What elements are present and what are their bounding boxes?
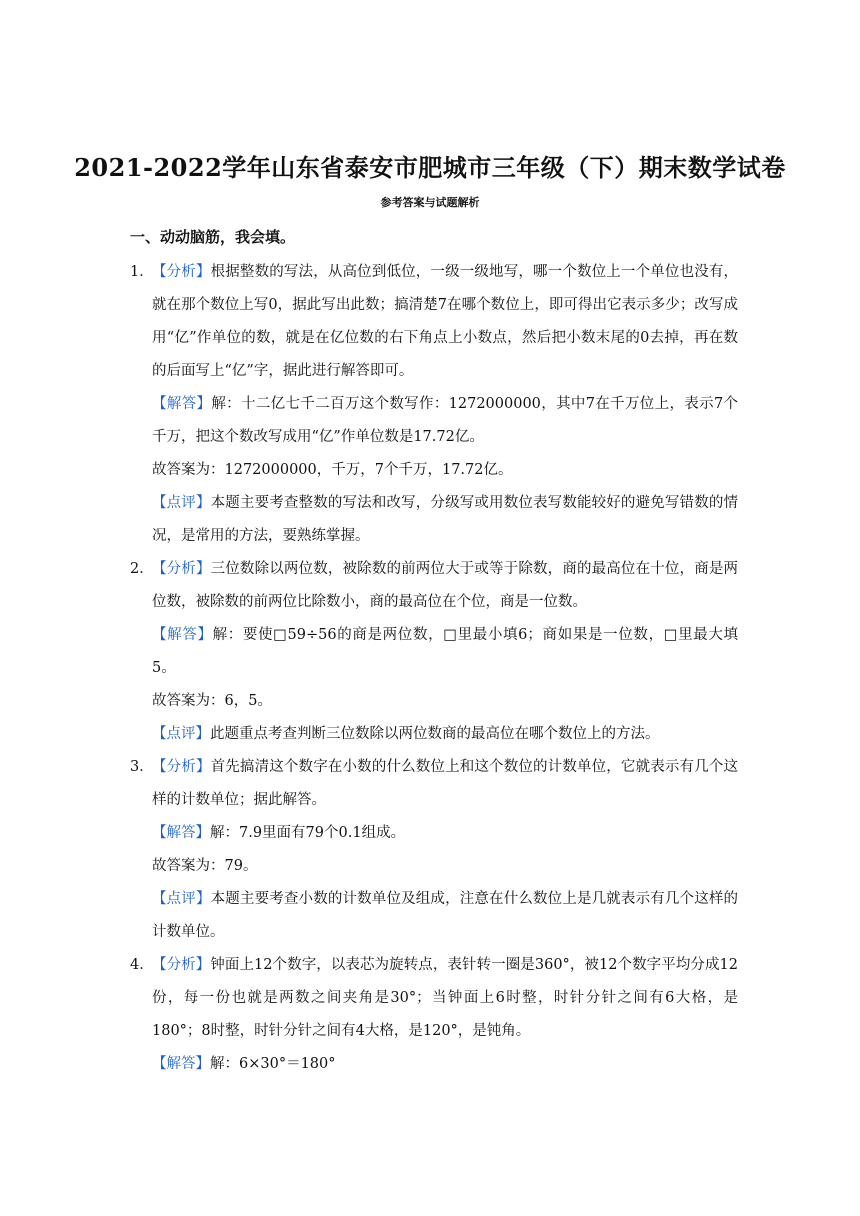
answer-text: 解：7.9里面有79个0.1组成。 <box>210 825 406 841</box>
analysis-tag: 【分析】 <box>152 759 211 775</box>
question-1-analysis <box>130 256 739 388</box>
question-3-analysis <box>130 751 739 817</box>
analysis-text: 首先搞清这个数字在小数的什么数位上和这个数位的计数单位，它就表示有几个这样的计数单位；据此解答。 <box>152 759 739 808</box>
analysis-tag: 【分析】 <box>152 561 211 577</box>
answer-text: 解：6×30°＝180° <box>210 1056 336 1072</box>
question-1-result: 故答案为：1272000000，千万，7个千万，17.72亿。 <box>152 462 513 478</box>
answer-tag: 【解答】 <box>152 1056 210 1072</box>
comment-text: 本题主要考查整数的写法和改写，分级写或用数位表写数能较好的避免写错数的情况，是常用的方法，要熟练掌握。 <box>152 495 739 544</box>
question-1-answer <box>152 388 738 454</box>
question-3-answer <box>152 817 738 850</box>
question-3-comment <box>152 883 738 949</box>
page-title: 2021-2022学年山东省泰安市肥城市三年级（下）期末数学试卷 <box>74 153 786 182</box>
answer-tag: 【解答】 <box>152 396 212 412</box>
answer-list <box>0 256 860 1081</box>
question-4-answer <box>152 1048 738 1081</box>
comment-tag: 【点评】 <box>152 495 211 511</box>
analysis-text: 三位数除以两位数，被除数的前两位大于或等于除数，商的最高位在十位，商是两位数，被除数的前两位比除数小，商的最高位在个位，商是一位数。 <box>152 561 739 610</box>
question-2-analysis <box>130 553 739 619</box>
analysis-text: 钟面上12个数字，以表芯为旋转点，表针转一圈是360°，被12个数字平均分成12份，每一份也就是两数之间夹角是30°；当钟面上6时整，时针分针之间有6大格，是180°；8时整，时针分针之间有4大格，是120°，是钝角。 <box>152 957 738 1039</box>
question-4-analysis <box>130 949 738 1048</box>
comment-text: 本题主要考查小数的计数单位及组成，注意在什么数位上是几就表示有几个这样的计数单位。 <box>152 891 739 940</box>
comment-tag: 【点评】 <box>152 891 211 907</box>
question-3-result: 故答案为：79。 <box>152 858 258 874</box>
analysis-text: 根据整数的写法，从高位到低位，一级一级地写，哪一个数位上一个单位也没有，就在那个数位上写0，据此写出此数；搞清楚7在哪个数位上，即可得出它表示多少；改写成用“亿”作单位的数，就是在亿位数的右下角点上小数点，然后把小数末尾的0去掉，再在数的后面写上“亿”字，据此进行解答即可。 <box>152 264 739 379</box>
question-number: 3． <box>130 759 154 775</box>
page-subtitle: 参考答案与试题解析 <box>380 196 480 209</box>
comment-text: 此题重点考查判断三位数除以两位数商的最高位在哪个数位上的方法。 <box>210 726 660 742</box>
answer-text: 解：十二亿七千二百万这个数写作：1272000000，其中7在千万位上，表示7个千万，把这个数改写成用“亿”作单位数是17.72亿。 <box>152 396 739 445</box>
question-number: 4． <box>130 957 154 973</box>
section-heading: 一、动动脑筋，我会填。 <box>130 228 296 246</box>
question-2-result: 故答案为：6，5。 <box>152 693 272 709</box>
analysis-tag: 【分析】 <box>152 264 211 280</box>
question-2-answer <box>152 619 738 685</box>
answer-text: 解：要使□59÷56的商是两位数，□里最小填6；商如果是一位数，□里最大填5。 <box>152 627 739 676</box>
answer-tag: 【解答】 <box>152 825 210 841</box>
analysis-tag: 【分析】 <box>152 957 211 973</box>
answer-tag: 【解答】 <box>152 627 213 643</box>
question-number: 1． <box>130 264 154 280</box>
question-2-comment <box>152 718 738 751</box>
question-number: 2． <box>130 561 154 577</box>
comment-tag: 【点评】 <box>152 726 210 742</box>
question-1-comment <box>152 487 738 553</box>
